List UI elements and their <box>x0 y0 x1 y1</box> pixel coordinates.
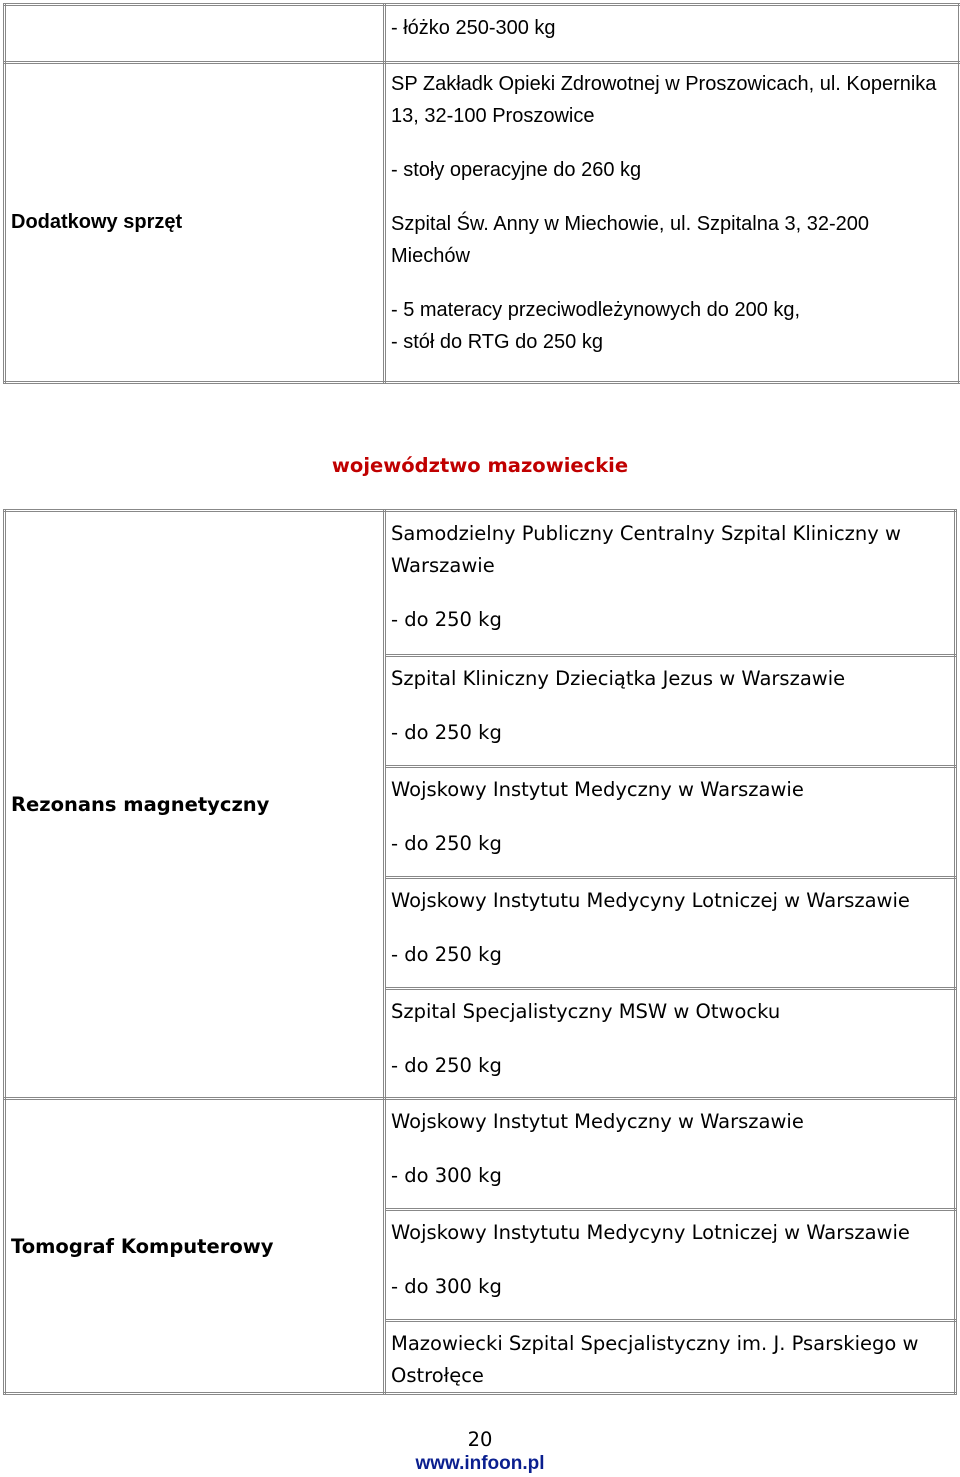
facility-address: 13, 32-100 Proszowice <box>391 105 595 127</box>
facility-name: Warszawie <box>391 554 495 577</box>
facility-name: Ostrołęce <box>391 1364 484 1387</box>
facility-detail: - stoły operacyjne do 260 kg <box>391 159 642 181</box>
facility-name: Wojskowy Instytut Medyczny w Warszawie <box>391 778 804 801</box>
facility-cell <box>385 1099 956 1210</box>
weight-limit: - do 300 kg <box>391 1164 502 1187</box>
facility-cell <box>385 1321 956 1394</box>
row-label-mri: Rezonans magnetyczny <box>5 511 385 1099</box>
facility-name: Szpital Kliniczny Dzieciątka Jezus w Warszawie <box>391 667 846 690</box>
weight-limit: - do 250 kg <box>391 943 502 966</box>
page-number: 20 <box>467 1428 493 1451</box>
row-label-additional-equipment: Dodatkowy sprzęt <box>5 63 385 383</box>
weight-limit: - do 250 kg <box>391 608 502 631</box>
facility-name: Wojskowy Instytut Medyczny w Warszawie <box>391 1110 804 1133</box>
equipment-table-mazowieckie <box>3 509 957 1395</box>
facility-cell <box>385 989 956 1099</box>
facility-name: Mazowiecki Szpital Specjalistyczny im. J. Psarskiego w <box>391 1332 919 1355</box>
facility-name: Szpital Specjalistyczny MSW w Otwocku <box>391 1000 781 1023</box>
weight-limit: - do 250 kg <box>391 832 502 855</box>
weight-limit: - do 250 kg <box>391 721 502 744</box>
weight-limit: - do 250 kg <box>391 1054 502 1077</box>
facility-cell <box>385 5 960 63</box>
facility-name: Samodzielny Publiczny Centralny Szpital Kliniczny w <box>391 522 901 545</box>
row-label-empty <box>5 5 385 63</box>
facility-name: Szpital Św. Anny w Miechowie, ul. Szpitalna 3, 32-200 <box>391 213 870 235</box>
facility-name: SP Zakładk Opieki Zdrowotnej w Proszowicach, ul. Kopernika <box>391 73 937 95</box>
facility-detail: - 5 materacy przeciwodleżynowych do 200 kg, <box>391 299 801 321</box>
facility-cell <box>385 1210 956 1321</box>
weight-limit: - do 300 kg <box>391 1275 502 1298</box>
facility-cell <box>385 656 956 767</box>
table-row <box>5 511 956 656</box>
facility-name: Wojskowy Instytutu Medycyny Lotniczej w Warszawie <box>391 889 910 912</box>
facility-cell <box>385 878 956 989</box>
facility-cell <box>385 63 960 383</box>
table-row <box>5 1099 956 1210</box>
table-row <box>5 5 960 63</box>
facility-address: Miechów <box>391 245 470 267</box>
facility-cell <box>385 511 956 656</box>
facility-cell <box>385 767 956 878</box>
facility-detail: - stół do RTG do 250 kg <box>391 331 603 353</box>
facility-name: Wojskowy Instytutu Medycyny Lotniczej w Warszawie <box>391 1221 910 1244</box>
website-link[interactable]: www.infoon.pl <box>415 1453 545 1474</box>
equipment-table-malopolskie <box>3 3 960 384</box>
table-row <box>5 63 960 383</box>
region-title: województwo mazowieckie <box>331 454 629 477</box>
row-label-ct: Tomograf Komputerowy <box>5 1099 385 1394</box>
facility-detail: - łóżko 250-300 kg <box>391 17 556 39</box>
